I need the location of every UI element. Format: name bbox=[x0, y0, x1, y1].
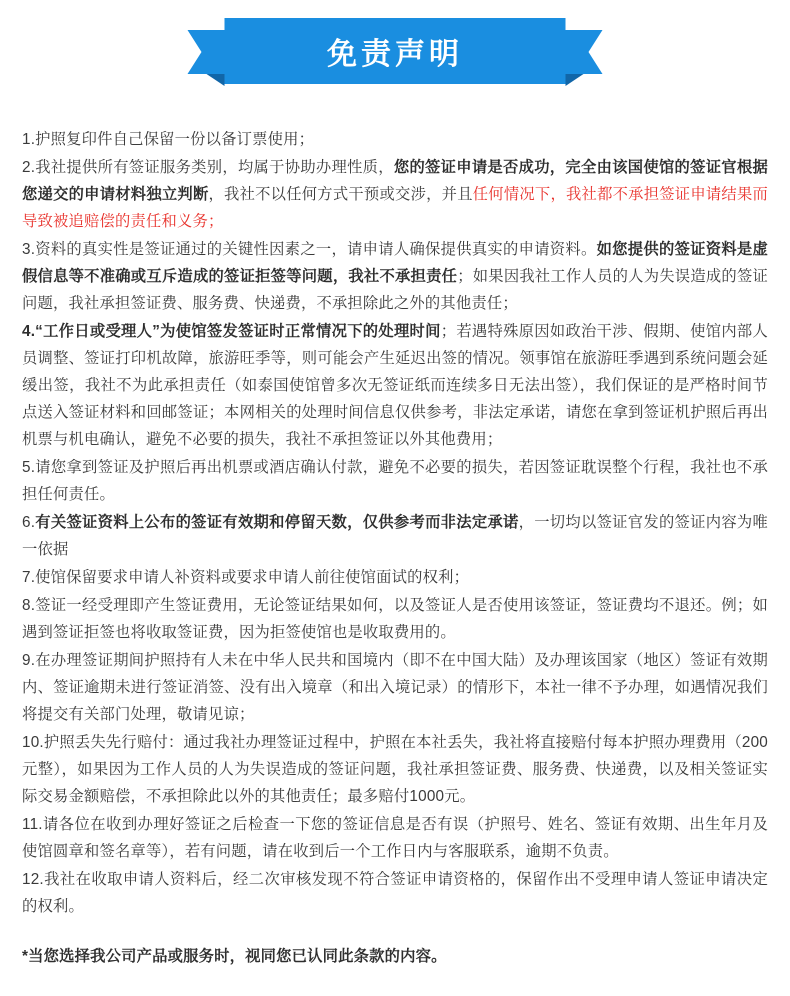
clause-text: ，我社不以任何方式干预或交涉，并且 bbox=[208, 186, 473, 203]
clause-item bbox=[22, 564, 768, 591]
clause-item bbox=[22, 126, 768, 153]
clause-text: 如您提供的签证资料是虚假信息等不准确或互斥造成的签证拒签等问题，我社不承担责任 bbox=[22, 241, 768, 285]
clause-text: 6. bbox=[22, 514, 36, 531]
clause-item bbox=[22, 866, 768, 920]
clause-text: 4.“工作日或受理人”为使馆签发签证时正常情况下的处理时间 bbox=[22, 323, 441, 340]
page-title: 免责声明 bbox=[327, 38, 463, 71]
clause-text: ；若遇特殊原因如政治干涉、假期、使馆内部人员调整、签证打印机故障，旅游旺季等，则可能会产生延迟出签的情况。领事馆在旅游旺季遇到系统问题会延缓出签，我社不为此承担责任（如泰国使馆曾多次无签证纸而连续多日无法出签），我们保证的是严格时间节点送入签证材料和回邮签证；本网相关的处理时间信息仅供参考，非法定承诺，请您在拿到签证机护照后再出机票与机电确认，避免不必要的损失，我社不承担签证以外其他费用； bbox=[22, 323, 769, 448]
clause-text: 12.我社在收取申请人资料后，经二次审核发现不符合签证申请资格的，保留作出不受理申请人签证申请决定的权利。 bbox=[22, 871, 768, 915]
clause-text: 11.请各位在收到办理好签证之后检查一下您的签证信息是否有误（护照号、姓名、签证有效期、出生年月及使馆圆章和签名章等），若有问题，请在收到后一个工作日内与客服联系，逾期不负责。 bbox=[22, 816, 768, 860]
clause-text: ；如果因我社工作人员的人为失误造成的签证问题，我社承担签证费、服务费、快递费，不承担除此之外的其他责任； bbox=[22, 268, 768, 312]
clause-item bbox=[22, 236, 768, 317]
clause-text: 3.资料的真实性是签证通过的关键性因素之一，请申请人确保提供真实的申请资料。 bbox=[22, 241, 597, 258]
clause-item bbox=[22, 318, 768, 453]
clause-item bbox=[22, 154, 768, 235]
clause-text: 9.在办理签证期间护照持有人未在中华人民共和国境内（即不在中国大陆）及办理该国家（地区）签证有效期内、签证逾期未进行签证消签、没有出入境章（和出入境记录）的情形下，本社一律不予办理，如遇情况我们将提交有关部门处理，敬请见谅； bbox=[22, 652, 768, 723]
footnote: *当您选择我公司产品或服务时，视同您已认同此条款的内容。 bbox=[22, 948, 447, 965]
clause-text: 2.我社提供所有签证服务类别，均属于协助办理性质， bbox=[22, 159, 394, 176]
clause-text: 您的签证申请是否成功，完全由该国使馆的签证官根据您递交的申请材料独立判断 bbox=[22, 159, 768, 203]
ribbon-fold-left bbox=[207, 74, 225, 86]
clause-text: 10.护照丢失先行赔付：通过我社办理签证过程中，护照在本社丢失，我社将直接赔付每本护照办理费用（200元整），如果因为工作人员的人为失误造成的签证问题，我社承担签证费、服务费、快递费，以及相关签证实际交易金额赔偿，不承担除此以外的其他责任；最多赔付1000元。 bbox=[22, 734, 768, 805]
clause-item bbox=[22, 592, 768, 646]
banner bbox=[0, 0, 790, 108]
clause-item bbox=[22, 454, 768, 508]
clause-item bbox=[22, 729, 768, 810]
clause-list bbox=[0, 108, 790, 920]
clause-text: 有关签证资料上公布的签证有效期和停留天数，仅供参考而非法定承诺 bbox=[35, 514, 519, 531]
ribbon-tail-right bbox=[563, 30, 603, 74]
clause-text: 1.护照复印件自己保留一份以备订票使用； bbox=[22, 131, 315, 148]
clause-text: 7.使馆保留要求申请人补资料或要求申请人前往使馆面试的权利； bbox=[22, 569, 470, 586]
clause-item bbox=[22, 509, 768, 563]
clause-text: ，一切均以签证官发的签证内容为唯一依据 bbox=[22, 514, 769, 558]
ribbon-fold-right bbox=[566, 74, 584, 86]
ribbon-body bbox=[225, 18, 566, 84]
clause-text: 8.签证一经受理即产生签证费用，无论签证结果如何，以及签证人是否使用该签证，签证费均不退还。例；如遇到签证拒签也将收取签证费，因为拒签使馆也是收取费用的。 bbox=[22, 597, 768, 641]
clause-item bbox=[22, 811, 768, 865]
clause-item bbox=[22, 647, 768, 728]
clause-text: 5.请您拿到签证及护照后再出机票或酒店确认付款，避免不必要的损失，若因签证耽误整个行程，我社也不承担任何责任。 bbox=[22, 459, 768, 503]
ribbon-tail-left bbox=[188, 30, 228, 74]
ribbon bbox=[188, 18, 603, 84]
clause-text: 任何情况下，我社都不承担签证申请结果而导致被追赔偿的责任和义务； bbox=[22, 186, 768, 230]
